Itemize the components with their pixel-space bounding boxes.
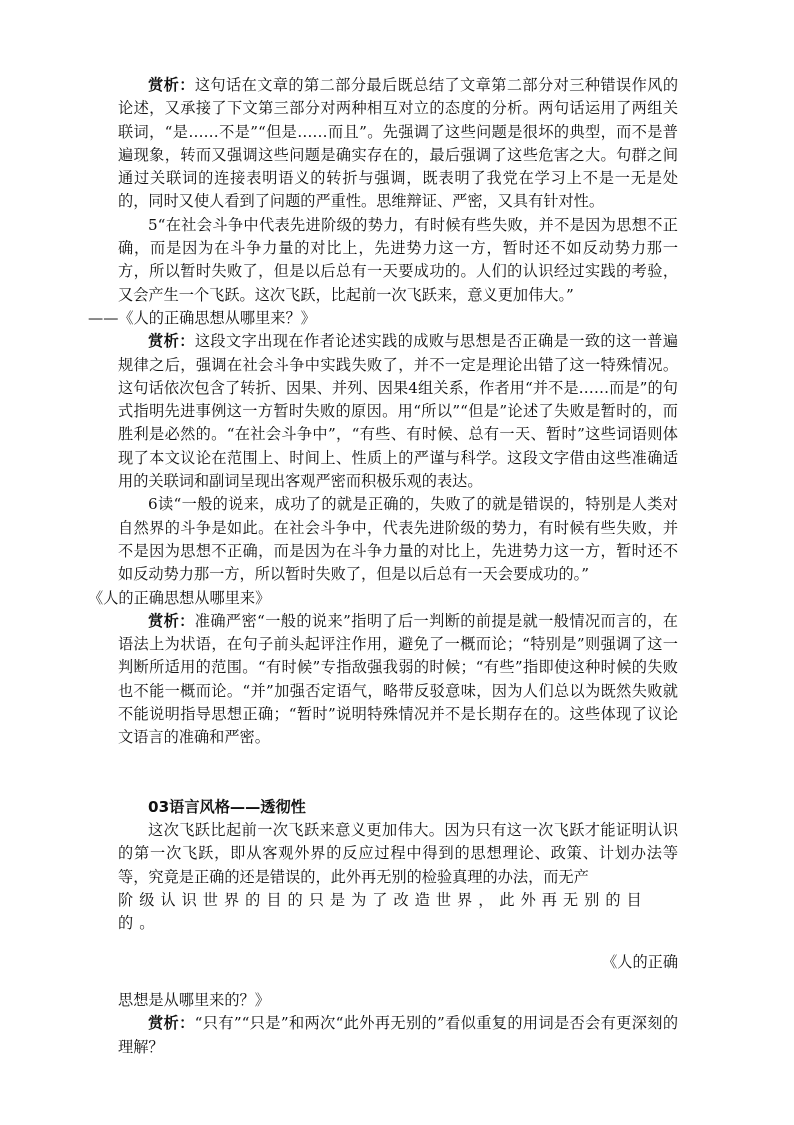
paragraph-text: 准确严密“一般的说来”指明了后一判断的前提是就一般情况而言的，在语法上为状语，在句子前头起评注作用，避免了一概而论；“特别是”则强调了这一判断所适用的范围。“有时候”专指敌强我弱的时候；“有些”指即使这种时候的失败也不能一概而论。“并”加强否定语气，略带反驳意味，因为人们总以为既然失败就不能说明指导思想正确；“暂时”说明特殊情况并不是长期存在的。这些体现了议论文语言的准确和严密。: [118, 611, 678, 747]
paragraph-text: 5“在社会斗争中代表先进阶级的势力，有时候有些失败，并不是因为思想不正确，而是因为在斗争力量的对比上，先进势力这一方，暂时还不如反动势力那一方，所以暂时失败了，但是以后总有一天要成功的。人们的认识经过实践的考验，又会产生一个飞跃。这次飞跃，比起前一次飞跃来，意义更加伟大。”: [118, 215, 678, 304]
quote-source: ——《人的正确思想从哪里来？》: [88, 308, 316, 327]
paragraph-text: 这句话在文章的第二部分最后既总结了文章第二部分对三种错误作风的论述，又承接了下文第三部分对两种相互对立的态度的分析。两句话运用了两组关联词，“是……不是”“但是……而且”。先强调了这些问题是很坏的典型，而不是普遍现象，转而又强调这些问题是确实存在的，最后强调了这些危害之大。句群之间通过关联词的连接表明语义的转折与强调，既表明了我党在学习上不是一无是处的，同时又使人看到了问题的严重性。思维辩证、严密，又具有针对性。: [118, 76, 679, 211]
quote-source: 《人的正确思想从哪里来》: [88, 588, 271, 607]
section-gap: [118, 750, 678, 796]
appreciation-paragraph-1: [118, 74, 678, 214]
appreciation-paragraph-4: [118, 1012, 678, 1059]
quote-source-part-b: 思想是从哪里来的？》: [118, 991, 270, 1010]
document-page: [88, 74, 679, 1059]
paragraph-text: 这次飞跃比起前一次飞跃来意义更加伟大。因为只有这一次飞跃才能证明认识的第一次飞跃，即从客观外界的反应过程中得到的思想理论、政策、计划办法等等，究竟是正确的还是错误的，此外再无别的检验真理的办法，而无产: [118, 820, 678, 886]
appreciation-paragraph-3: [118, 610, 678, 750]
quote-paragraph-6: [88, 493, 678, 609]
section-heading: 03语言风格——透彻性: [148, 797, 306, 816]
quote-source-part-a: 《人的正确: [602, 952, 678, 971]
paragraph-text: “只有”“只是”和两次“此外再无别的”看似重复的用词是否会有更深刻的理解？: [118, 1014, 679, 1056]
body-paragraph-spaced-line: 阶级认识世界的目的只是为了改造世界，此外再无别的目的。: [118, 890, 648, 933]
quote-paragraph-5: [88, 214, 678, 330]
appreciation-label: 赏析：: [148, 611, 195, 630]
body-paragraph: [118, 819, 678, 889]
appreciation-label: 赏析：: [148, 332, 195, 351]
appreciation-label: 赏析：: [148, 1014, 195, 1033]
appreciation-paragraph-2: [118, 330, 678, 493]
paragraph-text: 这段文字出现在作者论述实践的成败与思想是否正确是一致的这一普遍规律之后，强调在社会斗争中实践失败了，并不一定是理论出错了这一特殊情况。这句话依次包含了转折、因果、并列、因果4组关系，作者用“并不是……而是”的句式指明先进事例这一方暂时失败的原因。用“所以”“但是”论述了失败是暂时的，而胜利是必然的。“在社会斗争中”，“有些、有时候、总有一天、暂时”这些词语则体现了本文议论在范围上、时间上、性质上的严谨与科学。这段文字借由这些准确适用的关联词和副词呈现出客观严密而积极乐观的表达。: [118, 332, 679, 491]
appreciation-label: 赏析：: [148, 76, 195, 94]
paragraph-text: 6读“一般的说来，成功了的就是正确的，失败了的就是错误的，特别是人类对自然界的斗争是如此。在社会斗争中，代表先进阶级的势力，有时候有些失败，并不是因为思想不正确，而是因为在斗争力量的对比上，先进势力这一方，暂时还不如反动势力那一方，所以暂时失败了，但是以后总有一天会要成功的。”: [118, 495, 678, 584]
